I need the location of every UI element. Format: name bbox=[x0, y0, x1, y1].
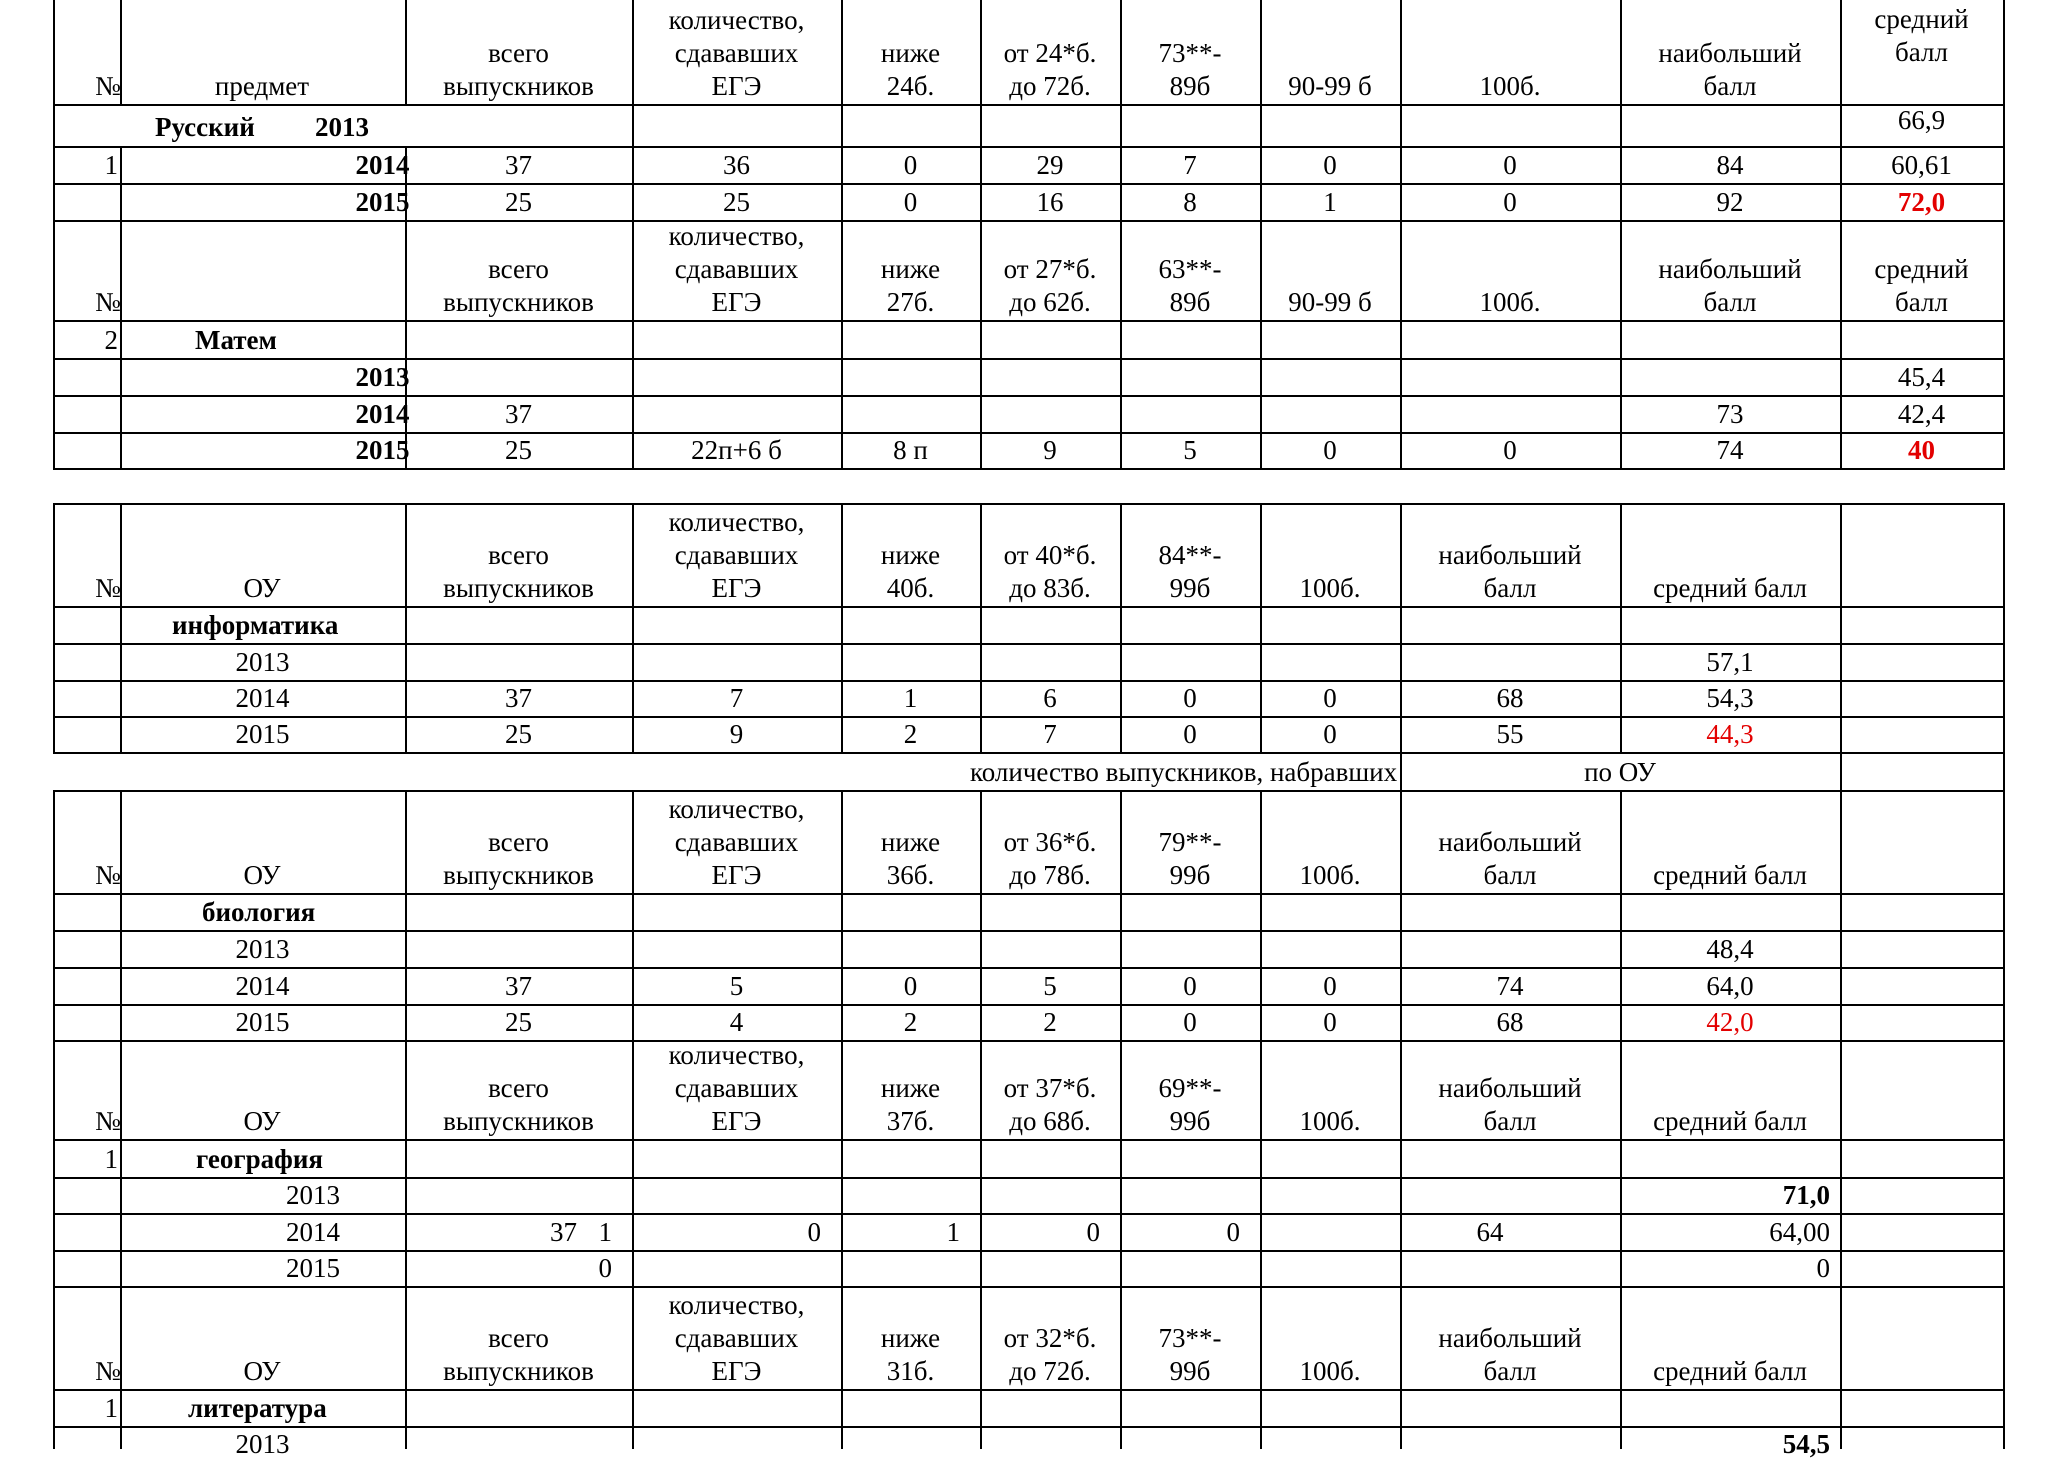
grid-line bbox=[2003, 790, 2005, 1449]
row-year: 2013 bbox=[0, 1179, 340, 1212]
row-mid: 16 bbox=[850, 186, 1250, 219]
row-num: 1 bbox=[0, 1392, 118, 1425]
grid-line bbox=[53, 320, 2005, 322]
header-below: ниже bbox=[711, 1322, 1111, 1355]
caption-by-school: по ОУ bbox=[1420, 756, 1820, 789]
grid-line bbox=[53, 790, 2005, 792]
header-total: выпускников bbox=[319, 1355, 719, 1388]
row-num: 2 bbox=[0, 324, 118, 357]
header-max: наибольший bbox=[1530, 253, 1930, 286]
row-100: 0 bbox=[1310, 434, 1710, 467]
header-school: ОУ bbox=[62, 1355, 462, 1388]
row-year: 2014 bbox=[63, 682, 463, 715]
row-max: 74 bbox=[1310, 970, 1710, 1003]
header-below: 31б. bbox=[711, 1355, 1111, 1388]
grid-line bbox=[53, 183, 2005, 185]
grid-line bbox=[53, 752, 2005, 754]
row-total: 25 bbox=[319, 186, 719, 219]
header-avg: средний балл bbox=[1530, 1105, 1930, 1138]
header-num: № bbox=[0, 70, 308, 103]
header-took: ЕГЭ bbox=[537, 286, 937, 319]
row-high: 0 bbox=[990, 682, 1390, 715]
row-high: 5 bbox=[990, 434, 1390, 467]
row-below: 0 bbox=[711, 149, 1111, 182]
grid-line bbox=[53, 606, 2005, 608]
header-100: 100б. bbox=[1310, 286, 1710, 319]
header-below: 24б. bbox=[711, 70, 1111, 103]
row-year: 2015 bbox=[63, 1006, 463, 1039]
grid-line bbox=[53, 146, 2005, 148]
row-avg: 0 bbox=[1430, 1252, 1830, 1285]
header-mid: до 72б. bbox=[850, 70, 1250, 103]
header-mid: от 32*б. bbox=[850, 1322, 1250, 1355]
row-avg: 48,4 bbox=[1530, 933, 1930, 966]
row-100: 0 bbox=[1130, 682, 1530, 715]
subject-name: литература bbox=[188, 1392, 327, 1425]
row-high: 0 bbox=[990, 1006, 1390, 1039]
header-max: балл bbox=[1530, 286, 1930, 319]
grid-line bbox=[2003, 503, 2005, 754]
header-mid: до 72б. bbox=[850, 1355, 1250, 1388]
row-total: 37 bbox=[319, 682, 719, 715]
header-max: балл bbox=[1310, 572, 1710, 605]
header-mid: до 68б. bbox=[850, 1105, 1250, 1138]
grid-line bbox=[120, 503, 122, 754]
header-high: 73**- bbox=[990, 37, 1390, 70]
header-school: ОУ bbox=[62, 1105, 462, 1138]
row-year: 2013 bbox=[315, 111, 369, 144]
header-below: 37б. bbox=[711, 1105, 1111, 1138]
row-high: 0 bbox=[700, 1216, 1100, 1249]
header-mid: от 24*б. bbox=[850, 37, 1250, 70]
header-100: 100б. bbox=[1130, 1105, 1530, 1138]
row-high: 0 bbox=[990, 718, 1390, 751]
header-max: наибольший bbox=[1310, 1322, 1710, 1355]
header-100: 100б. bbox=[1130, 1355, 1530, 1388]
row-below: 0 bbox=[711, 186, 1111, 219]
header-max: балл bbox=[1310, 859, 1710, 892]
grid-line bbox=[53, 930, 2005, 932]
row-90-99: 0 bbox=[1130, 149, 1530, 182]
header-mid: до 83б. bbox=[850, 572, 1250, 605]
header-100: 100б. bbox=[1130, 859, 1530, 892]
grid-line bbox=[53, 358, 2005, 360]
row-year: 2015 bbox=[183, 186, 583, 219]
header-total: всего bbox=[319, 253, 719, 286]
row-below: 0 bbox=[711, 970, 1111, 1003]
header-mid: от 36*б. bbox=[850, 826, 1250, 859]
row-avg: 66,9 bbox=[1722, 104, 2048, 137]
grid-line bbox=[53, 643, 2005, 645]
header-high: 99б bbox=[990, 1355, 1390, 1388]
row-year: 2014 bbox=[183, 398, 583, 431]
row-below: 0 bbox=[421, 1216, 821, 1249]
header-high: 99б bbox=[990, 572, 1390, 605]
row-year: 2013 bbox=[183, 361, 583, 394]
row-year: 2015 bbox=[63, 718, 463, 751]
header-took: количество, bbox=[537, 1289, 937, 1322]
row-mid: 1 bbox=[560, 1216, 960, 1249]
header-mid: до 62б. bbox=[850, 286, 1250, 319]
row-avg: 54,5 bbox=[1430, 1428, 1830, 1461]
header-high: 69**- bbox=[990, 1072, 1390, 1105]
row-took: 7 bbox=[537, 682, 937, 715]
header-took: сдававших bbox=[537, 826, 937, 859]
row-avg: 71,0 bbox=[1430, 1179, 1830, 1212]
header-total: всего bbox=[319, 37, 719, 70]
header-max: наибольший bbox=[1310, 826, 1710, 859]
row-100: 0 bbox=[1310, 186, 1710, 219]
header-took: сдававших bbox=[537, 1072, 937, 1105]
row-below: 2 bbox=[711, 718, 1111, 751]
grid-line bbox=[53, 893, 2005, 895]
header-took: количество, bbox=[537, 1039, 937, 1072]
grid-line bbox=[53, 220, 2005, 222]
row-90-99: 1 bbox=[1130, 186, 1530, 219]
header-took: количество, bbox=[537, 4, 937, 37]
grid-line bbox=[1400, 752, 1402, 792]
row-high: 8 bbox=[990, 186, 1390, 219]
grid-line bbox=[1840, 752, 1842, 792]
row-max: 73 bbox=[1530, 398, 1930, 431]
row-year: 2014 bbox=[183, 149, 583, 182]
row-took: 36 bbox=[537, 149, 937, 182]
header-took: сдававших bbox=[537, 539, 937, 572]
subject-name: Русский bbox=[155, 111, 255, 144]
grid-line bbox=[53, 1286, 2005, 1288]
row-max: 74 bbox=[1530, 434, 1930, 467]
row-took: 9 bbox=[537, 718, 937, 751]
header-school: ОУ bbox=[62, 859, 462, 892]
header-total: выпускников bbox=[319, 1105, 719, 1138]
header-avg: балл bbox=[1722, 36, 2048, 69]
grid-line bbox=[53, 1213, 2005, 1215]
row-avg: 64,00 bbox=[1430, 1216, 1830, 1249]
row-took: 0 bbox=[212, 1252, 612, 1285]
row-avg: 72,0 bbox=[1722, 186, 2048, 219]
header-school: ОУ bbox=[62, 572, 462, 605]
header-total: выпускников bbox=[319, 70, 719, 103]
row-num: 1 bbox=[0, 149, 118, 182]
row-avg: 45,4 bbox=[1722, 361, 2048, 394]
header-total: выпускников bbox=[319, 286, 719, 319]
grid-line bbox=[2003, 752, 2005, 792]
row-year: 2013 bbox=[63, 646, 463, 679]
row-year: 2015 bbox=[0, 1252, 340, 1285]
row-total: 37 bbox=[319, 398, 719, 431]
row-took: 5 bbox=[537, 970, 937, 1003]
grid-line bbox=[53, 395, 2005, 397]
row-high: 7 bbox=[990, 149, 1390, 182]
row-num: 1 bbox=[0, 1143, 118, 1176]
header-below: ниже bbox=[711, 826, 1111, 859]
header-took: сдававших bbox=[537, 37, 937, 70]
row-avg: 57,1 bbox=[1530, 646, 1930, 679]
row-mid: 6 bbox=[850, 682, 1250, 715]
header-avg: средний bbox=[1722, 3, 2048, 36]
header-total: всего bbox=[319, 826, 719, 859]
header-total: всего bbox=[319, 539, 719, 572]
row-mid: 5 bbox=[850, 970, 1250, 1003]
header-max: балл bbox=[1310, 1355, 1710, 1388]
header-took: ЕГЭ bbox=[537, 572, 937, 605]
header-num: № bbox=[0, 1355, 308, 1388]
row-max: 84 bbox=[1530, 149, 1930, 182]
row-avg: 44,3 bbox=[1530, 718, 1930, 751]
row-mid: 2 bbox=[850, 1006, 1250, 1039]
header-below: 36б. bbox=[711, 859, 1111, 892]
row-max: 68 bbox=[1310, 1006, 1710, 1039]
row-took: 1 bbox=[212, 1216, 612, 1249]
header-high: 99б bbox=[990, 1105, 1390, 1138]
header-high: 89б bbox=[990, 70, 1390, 103]
header-high: 99б bbox=[990, 859, 1390, 892]
grid-line bbox=[53, 503, 55, 754]
row-below: 2 bbox=[711, 1006, 1111, 1039]
row-100: 0 bbox=[840, 1216, 1240, 1249]
row-avg: 60,61 bbox=[1722, 149, 2048, 182]
header-high: 84**- bbox=[990, 539, 1390, 572]
header-num: № bbox=[0, 1105, 308, 1138]
header-subject: предмет bbox=[62, 70, 462, 103]
grid-line bbox=[53, 1139, 2005, 1141]
row-100: 0 bbox=[1130, 1006, 1530, 1039]
row-took: 25 bbox=[537, 186, 937, 219]
header-max: наибольший bbox=[1530, 37, 1930, 70]
subject-name: Матем bbox=[195, 324, 277, 357]
subject-name: биология bbox=[202, 896, 315, 929]
header-mid: от 40*б. bbox=[850, 539, 1250, 572]
header-took: сдававших bbox=[537, 253, 937, 286]
row-100: 0 bbox=[1310, 149, 1710, 182]
header-max: балл bbox=[1310, 1105, 1710, 1138]
header-avg: средний балл bbox=[1530, 1355, 1930, 1388]
grid-line bbox=[1840, 503, 1842, 754]
grid-line bbox=[53, 468, 2005, 470]
row-avg: 54,3 bbox=[1530, 682, 1930, 715]
header-took: количество, bbox=[537, 220, 937, 253]
header-total: выпускников bbox=[319, 859, 719, 892]
row-total: 25 bbox=[319, 718, 719, 751]
row-took: 22п+6 б bbox=[537, 434, 937, 467]
header-total: выпускников bbox=[319, 572, 719, 605]
header-below: ниже bbox=[711, 539, 1111, 572]
header-num: № bbox=[0, 859, 308, 892]
row-mid: 7 bbox=[850, 718, 1250, 751]
header-mid: до 78б. bbox=[850, 859, 1250, 892]
row-max: 55 bbox=[1310, 718, 1710, 751]
row-total: 37 bbox=[319, 970, 719, 1003]
header-num: № bbox=[0, 572, 308, 605]
row-total: 25 bbox=[319, 434, 719, 467]
row-year: 2015 bbox=[183, 434, 583, 467]
row-took: 4 bbox=[537, 1006, 937, 1039]
header-mid: от 37*б. bbox=[850, 1072, 1250, 1105]
header-max: балл bbox=[1530, 70, 1930, 103]
header-100: 100б. bbox=[1310, 70, 1710, 103]
header-max: наибольший bbox=[1310, 1072, 1710, 1105]
row-avg: 42,4 bbox=[1722, 398, 2048, 431]
header-total: всего bbox=[319, 1322, 719, 1355]
header-avg: средний балл bbox=[1530, 859, 1930, 892]
header-below: ниже bbox=[711, 1072, 1111, 1105]
row-avg: 40 bbox=[1722, 434, 2048, 467]
header-90-99: 90-99 б bbox=[1130, 70, 1530, 103]
row-max: 68 bbox=[1310, 682, 1710, 715]
header-took: ЕГЭ bbox=[537, 70, 937, 103]
row-mid: 29 bbox=[850, 149, 1250, 182]
row-avg: 64,0 bbox=[1530, 970, 1930, 1003]
header-took: количество, bbox=[537, 506, 937, 539]
row-mid: 9 bbox=[850, 434, 1250, 467]
header-mid: от 27*б. bbox=[850, 253, 1250, 286]
header-below: ниже bbox=[711, 253, 1111, 286]
caption-count: количество выпускников, набравших bbox=[970, 756, 1370, 789]
header-below: ниже bbox=[711, 37, 1111, 70]
header-below: 27б. bbox=[711, 286, 1111, 319]
subject-name: география bbox=[196, 1143, 323, 1176]
row-max: 64 bbox=[1290, 1216, 1690, 1249]
grid-line bbox=[53, 503, 2005, 505]
header-high: 89б bbox=[990, 286, 1390, 319]
grid-line bbox=[53, 1040, 2005, 1042]
row-total: 37 bbox=[364, 1216, 764, 1249]
row-90-99: 0 bbox=[1130, 434, 1530, 467]
subject-name: информатика bbox=[172, 609, 338, 642]
row-total: 37 bbox=[319, 149, 719, 182]
header-took: количество, bbox=[537, 793, 937, 826]
row-100: 0 bbox=[1130, 718, 1530, 751]
header-took: сдававших bbox=[537, 1322, 937, 1355]
row-max: 92 bbox=[1530, 186, 1930, 219]
row-high: 0 bbox=[990, 970, 1390, 1003]
row-year: 2014 bbox=[0, 1216, 340, 1249]
header-avg: балл bbox=[1722, 286, 2048, 319]
header-avg: средний балл bbox=[1530, 572, 1930, 605]
row-total: 25 bbox=[319, 1006, 719, 1039]
header-num: № bbox=[0, 286, 308, 319]
header-high: 79**- bbox=[990, 826, 1390, 859]
header-took: ЕГЭ bbox=[537, 859, 937, 892]
header-below: 40б. bbox=[711, 572, 1111, 605]
row-avg: 42,0 bbox=[1530, 1006, 1930, 1039]
header-took: ЕГЭ bbox=[537, 1355, 937, 1388]
header-max: наибольший bbox=[1310, 539, 1710, 572]
header-90-99: 90-99 б bbox=[1130, 286, 1530, 319]
row-year: 2013 bbox=[63, 1428, 463, 1461]
header-high: 73**- bbox=[990, 1322, 1390, 1355]
row-year: 2014 bbox=[63, 970, 463, 1003]
header-high: 63**- bbox=[990, 253, 1390, 286]
row-100: 0 bbox=[1130, 970, 1530, 1003]
grid-line bbox=[53, 967, 2005, 969]
header-total: всего bbox=[319, 1072, 719, 1105]
grid-line bbox=[53, 1389, 2005, 1391]
row-below: 8 п bbox=[711, 434, 1111, 467]
row-below: 1 bbox=[711, 682, 1111, 715]
grid-line bbox=[53, 104, 2005, 106]
header-avg: средний bbox=[1722, 253, 2048, 286]
row-year: 2013 bbox=[63, 933, 463, 966]
header-100: 100б. bbox=[1130, 572, 1530, 605]
header-took: ЕГЭ bbox=[537, 1105, 937, 1138]
